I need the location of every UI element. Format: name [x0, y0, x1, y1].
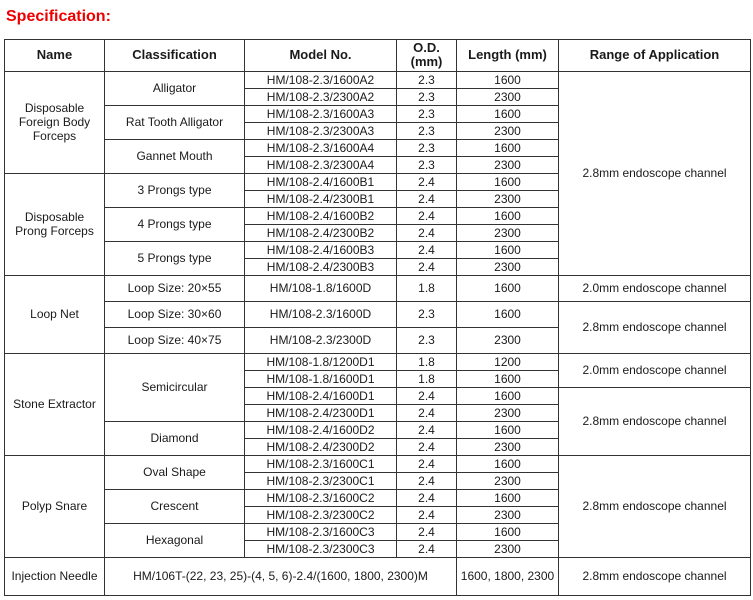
model-cell: HM/108-2.4/2300B1	[245, 190, 397, 207]
classification-cell: 4 Prongs type	[105, 207, 245, 241]
column-header-od: O.D. (mm)	[397, 40, 457, 72]
od-cell: 2.4	[397, 207, 457, 224]
model-cell: HM/108-2.4/2300B3	[245, 258, 397, 275]
range-cell: 2.8mm endoscope channel	[559, 455, 751, 557]
length-cell: 2300	[457, 506, 559, 523]
od-cell: 1.8	[397, 353, 457, 370]
range-cell: 2.8mm endoscope channel	[559, 71, 751, 275]
od-cell: 2.4	[397, 455, 457, 472]
model-cell: HM/108-2.4/1600D2	[245, 421, 397, 438]
od-cell: 2.4	[397, 173, 457, 190]
model-cell: HM/108-2.3/2300D	[245, 327, 397, 353]
length-cell: 1600	[457, 421, 559, 438]
od-cell: 2.3	[397, 88, 457, 105]
classification-cell: Loop Size: 30×60	[105, 301, 245, 327]
classification-cell: HM/106T-(22, 23, 25)-(4, 5, 6)-2.4/(1600, 1800, 2300)M	[105, 557, 457, 595]
od-cell: 2.4	[397, 404, 457, 421]
length-cell: 1600	[457, 105, 559, 122]
table-row	[5, 353, 751, 370]
length-cell: 1600	[457, 275, 559, 301]
model-cell: HM/108-2.3/1600A3	[245, 105, 397, 122]
length-cell: 1600	[457, 71, 559, 88]
od-cell: 2.4	[397, 241, 457, 258]
name-cell: Injection Needle	[5, 557, 105, 595]
classification-cell: 3 Prongs type	[105, 173, 245, 207]
length-cell: 2300	[457, 258, 559, 275]
range-cell: 2.8mm endoscope channel	[559, 557, 751, 595]
length-cell: 1600	[457, 387, 559, 404]
model-cell: HM/108-2.3/1600A4	[245, 139, 397, 156]
column-header-name: Name	[5, 40, 105, 72]
name-cell: Loop Net	[5, 275, 105, 353]
od-cell: 2.4	[397, 421, 457, 438]
table-row	[5, 455, 751, 472]
model-cell: HM/108-2.3/2300C1	[245, 472, 397, 489]
od-cell: 2.4	[397, 523, 457, 540]
name-cell: Disposable Prong Forceps	[5, 173, 105, 275]
od-cell: 1.8	[397, 275, 457, 301]
model-cell: HM/108-2.3/2300A2	[245, 88, 397, 105]
od-cell: 2.4	[397, 258, 457, 275]
length-cell: 1600, 1800, 2300	[457, 557, 559, 595]
length-cell: 2300	[457, 438, 559, 455]
length-cell: 2300	[457, 327, 559, 353]
classification-cell: 5 Prongs type	[105, 241, 245, 275]
name-cell: Polyp Snare	[5, 455, 105, 557]
column-header-range: Range of Application	[559, 40, 751, 72]
od-cell: 2.3	[397, 139, 457, 156]
classification-cell: Oval Shape	[105, 455, 245, 489]
model-cell: HM/108-2.3/1600D	[245, 301, 397, 327]
model-cell: HM/108-2.4/1600D1	[245, 387, 397, 404]
model-cell: HM/108-2.3/2300A3	[245, 122, 397, 139]
od-cell: 2.4	[397, 472, 457, 489]
model-cell: HM/108-1.8/1600D1	[245, 370, 397, 387]
od-cell: 2.4	[397, 506, 457, 523]
length-cell: 1600	[457, 241, 559, 258]
model-cell: HM/108-2.3/1600A2	[245, 71, 397, 88]
classification-cell: Alligator	[105, 71, 245, 105]
od-cell: 2.3	[397, 156, 457, 173]
model-cell: HM/108-2.3/1600C3	[245, 523, 397, 540]
range-cell: 2.8mm endoscope channel	[559, 301, 751, 353]
od-cell: 2.4	[397, 387, 457, 404]
table-row	[5, 301, 751, 327]
length-cell: 2300	[457, 190, 559, 207]
od-cell: 2.3	[397, 105, 457, 122]
od-cell: 2.3	[397, 301, 457, 327]
name-cell: Disposable Foreign Body Forceps	[5, 71, 105, 173]
od-cell: 2.3	[397, 71, 457, 88]
length-cell: 1600	[457, 489, 559, 506]
range-cell: 2.0mm endoscope channel	[559, 353, 751, 387]
length-cell: 1600	[457, 370, 559, 387]
table-header-row	[5, 40, 751, 72]
length-cell: 1200	[457, 353, 559, 370]
length-cell: 1600	[457, 173, 559, 190]
column-header-model: Model No.	[245, 40, 397, 72]
model-cell: HM/108-2.3/2300C3	[245, 540, 397, 557]
classification-cell: Rat Tooth Alligator	[105, 105, 245, 139]
model-cell: HM/108-2.3/2300C2	[245, 506, 397, 523]
length-cell: 1600	[457, 455, 559, 472]
model-cell: HM/108-2.4/2300D1	[245, 404, 397, 421]
length-cell: 1600	[457, 207, 559, 224]
classification-cell: Crescent	[105, 489, 245, 523]
length-cell: 2300	[457, 404, 559, 421]
name-cell: Stone Extractor	[5, 353, 105, 455]
specification-table	[4, 39, 751, 596]
od-cell: 2.4	[397, 489, 457, 506]
range-cell: 2.0mm endoscope channel	[559, 275, 751, 301]
length-cell: 2300	[457, 156, 559, 173]
od-cell: 2.3	[397, 327, 457, 353]
length-cell: 2300	[457, 88, 559, 105]
od-cell: 1.8	[397, 370, 457, 387]
length-cell: 2300	[457, 472, 559, 489]
table-row	[5, 71, 751, 88]
od-cell: 2.4	[397, 190, 457, 207]
od-cell: 2.4	[397, 540, 457, 557]
classification-cell: Loop Size: 20×55	[105, 275, 245, 301]
classification-cell: Diamond	[105, 421, 245, 455]
length-cell: 1600	[457, 523, 559, 540]
table-body	[5, 71, 751, 595]
model-cell: HM/108-1.8/1600D	[245, 275, 397, 301]
page-title: Specification:	[6, 8, 111, 25]
column-header-length: Length (mm)	[457, 40, 559, 72]
length-cell: 1600	[457, 301, 559, 327]
model-cell: HM/108-2.4/1600B1	[245, 173, 397, 190]
model-cell: HM/108-2.3/1600C1	[245, 455, 397, 472]
model-cell: HM/108-2.4/2300D2	[245, 438, 397, 455]
classification-cell: Loop Size: 40×75	[105, 327, 245, 353]
table-row	[5, 275, 751, 301]
model-cell: HM/108-2.4/1600B3	[245, 241, 397, 258]
classification-cell: Gannet Mouth	[105, 139, 245, 173]
model-cell: HM/108-1.8/1200D1	[245, 353, 397, 370]
length-cell: 1600	[457, 139, 559, 156]
model-cell: HM/108-2.3/1600C2	[245, 489, 397, 506]
range-cell: 2.8mm endoscope channel	[559, 387, 751, 455]
classification-cell: Hexagonal	[105, 523, 245, 557]
od-cell: 2.4	[397, 438, 457, 455]
od-cell: 2.3	[397, 122, 457, 139]
model-cell: HM/108-2.3/2300A4	[245, 156, 397, 173]
table-row	[5, 557, 751, 595]
model-cell: HM/108-2.4/1600B2	[245, 207, 397, 224]
classification-cell: Semicircular	[105, 353, 245, 421]
length-cell: 2300	[457, 224, 559, 241]
length-cell: 2300	[457, 540, 559, 557]
table-header	[5, 40, 751, 72]
length-cell: 2300	[457, 122, 559, 139]
model-cell: HM/108-2.4/2300B2	[245, 224, 397, 241]
od-cell: 2.4	[397, 224, 457, 241]
column-header-classification: Classification	[105, 40, 245, 72]
